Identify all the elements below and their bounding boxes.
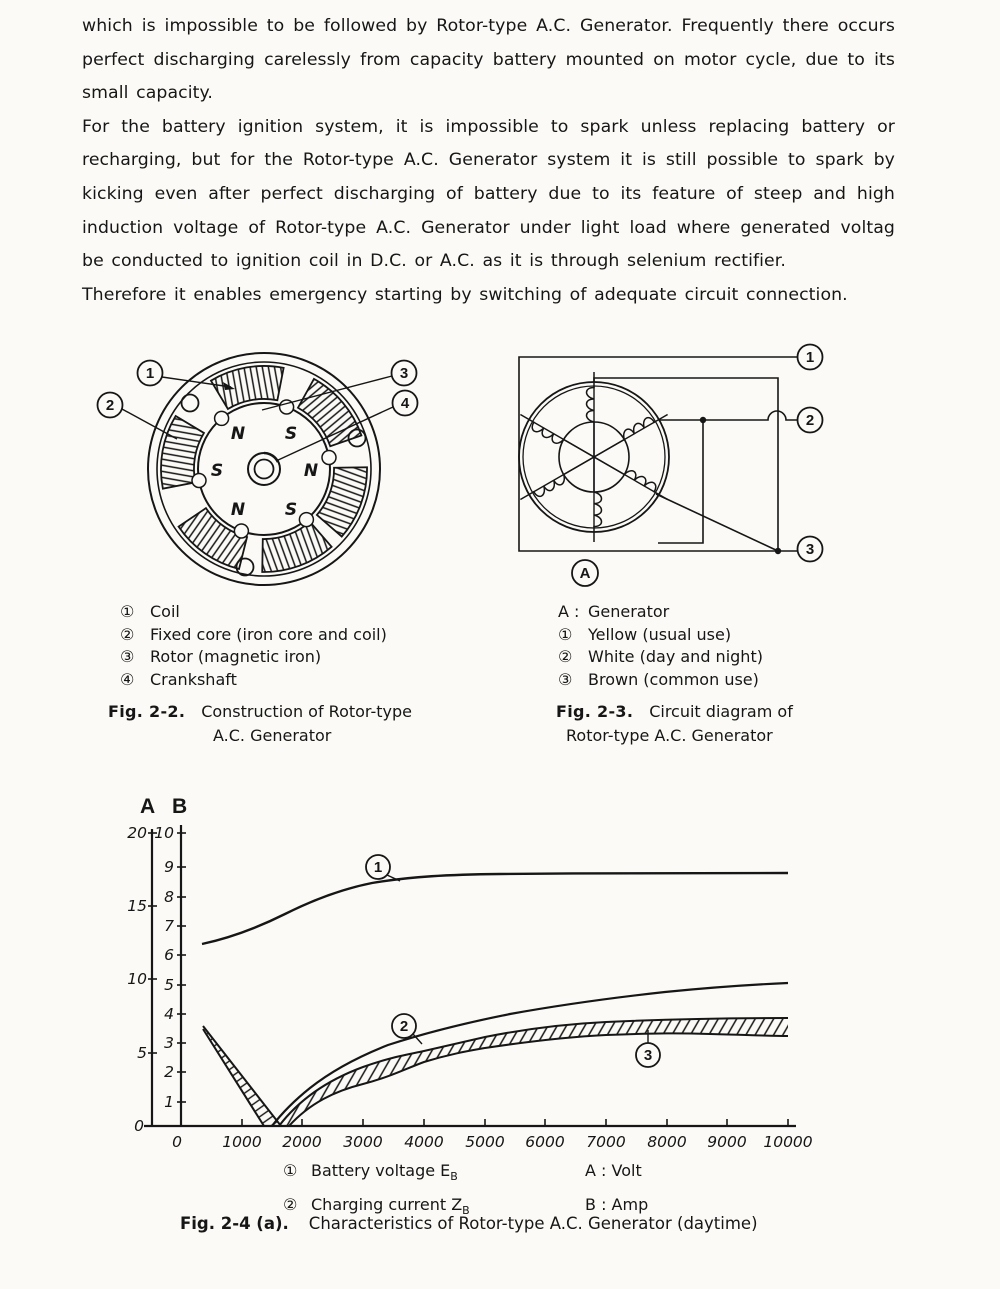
paragraph-2: For the battery ignition system, it is impossible to spark unless replacing battery or recharging, but for the Rotor-type A.C. Generator system it is still possible to spark by kicking even after perfect discharging of battery due to its feature of steep and high induction voltage of Rotor-type A.C. Generator under light load where generated voltag be conducted to ignition coil in D.C. or A.C. as it is through selenium rectifier. (82, 116, 895, 272)
b-tick-label: 7 (164, 917, 174, 935)
caption-text: Characteristics of Rotor-type A.C. Generator (daytime) (308, 1214, 758, 1233)
item-number: ① (558, 624, 573, 644)
legend-item (120, 601, 387, 624)
axis-a-title: A (140, 795, 156, 818)
chart-legend-item (283, 1157, 803, 1191)
legend-item (120, 669, 387, 692)
fig-number: Fig. 2-4 (a). (180, 1214, 289, 1233)
x-tick-label: 3000 (343, 1133, 383, 1151)
junction-dot (700, 417, 706, 423)
charging-current-wedge (203, 1026, 281, 1126)
callout-2: 2 (105, 397, 115, 414)
fig-2-3-caption-line2: Rotor-type A.C. Generator (566, 726, 773, 745)
fig-2-4a-chart (120, 783, 820, 1161)
item-number: ② (120, 624, 135, 644)
item-text: Rotor (magnetic iron) (150, 647, 322, 667)
a-tick-label: 20 (127, 824, 147, 842)
mount-hole (182, 395, 199, 412)
b-tick-label: 2 (164, 1063, 174, 1081)
fig-2-4a-caption (180, 1214, 758, 1233)
legend-item (558, 669, 763, 692)
generator-symbol (517, 372, 672, 542)
curve-battery-voltage (202, 873, 788, 944)
a-tick-label: 15 (127, 897, 147, 915)
legend-item (558, 646, 763, 669)
curve-label-3 (636, 1030, 660, 1067)
pole-letter: N (303, 461, 319, 481)
legend-item (120, 624, 387, 647)
hatched-band (279, 1018, 788, 1126)
item-text: Battery voltage $E_B$ (311, 1161, 458, 1184)
b-tick-label: 6 (164, 946, 174, 964)
zero-label: 0 (134, 1117, 144, 1135)
item-number: ③ (558, 669, 573, 689)
fig-number: Fig. 2-2. (108, 702, 186, 721)
junction-dot (775, 548, 781, 554)
item-text: Brown (common use) (588, 669, 759, 689)
b-tick-label: 10 (154, 824, 174, 842)
callout-3: 3 (399, 365, 409, 382)
fig-2-3-legend (558, 601, 763, 691)
x-tick-label: 1000 (222, 1133, 262, 1151)
a-tick-label: 5 (137, 1044, 147, 1062)
item-text: Charging current $Z_B$ (311, 1195, 470, 1218)
item-number: A : (558, 602, 580, 621)
item-text: Crankshaft (150, 669, 237, 689)
crankshaft-center (248, 453, 280, 485)
item-number: ② (283, 1195, 298, 1215)
item-text: Coil (150, 602, 180, 621)
fig-2-3-circuit-diagram (500, 344, 840, 596)
legend-item (558, 601, 763, 624)
fig-2-2-construction-diagram (85, 342, 445, 598)
x-tick-label: 5000 (465, 1133, 505, 1151)
terminal-1: 1 (805, 349, 815, 366)
paragraph-3: Therefore it enables emergency starting by switching of adequate circuit connection. (82, 284, 848, 305)
x-tick-label: 10000 (763, 1133, 813, 1151)
paragraph-1: which is impossible to be followed by Rotor-type A.C. Generator. Frequently there occurs perfect discharging carelessly from capacity battery mounted on motor cycle, due to its small capacity. (82, 16, 895, 104)
pole-letter: N (230, 424, 246, 444)
x-tick-label: 0 (172, 1133, 182, 1151)
fig-2-2-caption (108, 700, 412, 724)
caption-text: Construction of Rotor-type (201, 702, 412, 721)
x-tick-label: 6000 (525, 1133, 565, 1151)
fig-2-2-legend (120, 601, 387, 691)
svg-text:2: 2 (399, 1018, 409, 1035)
b-tick-label: 9 (164, 858, 174, 876)
fig-number: Fig. 2-3. (556, 702, 634, 721)
item-text: Generator (588, 602, 670, 621)
circuit-wires (519, 357, 797, 551)
svg-text:1: 1 (373, 859, 383, 876)
pole-letter: S (284, 500, 298, 520)
legend-item (120, 646, 387, 669)
item-number: ③ (120, 647, 135, 667)
item-number: ① (283, 1161, 298, 1180)
axis-unit: A : Volt (585, 1161, 642, 1180)
item-text: Yellow (usual use) (588, 624, 732, 644)
pole-letter: S (210, 461, 224, 481)
body-text (82, 10, 895, 312)
item-number: ② (558, 647, 573, 667)
b-tick-label: 8 (164, 888, 174, 906)
b-tick-label: 1 (164, 1093, 174, 1111)
x-tick-label: 4000 (404, 1133, 444, 1151)
curve-label-1 (366, 855, 400, 881)
x-tick-label: 7000 (586, 1133, 626, 1151)
x-tick-label: 8000 (647, 1133, 687, 1151)
axis-unit: B : Amp (585, 1195, 649, 1215)
item-number: ④ (120, 669, 135, 689)
legend-item (558, 624, 763, 647)
callout-1: 1 (145, 365, 155, 382)
item-text: White (day and night) (588, 647, 763, 667)
a-tick-label: 10 (127, 970, 147, 988)
curve-charging-current (272, 983, 788, 1126)
generator-label: A (579, 565, 591, 582)
pole-letter: S (284, 424, 298, 444)
b-tick-label: 5 (164, 976, 174, 994)
b-tick-label: 4 (164, 1005, 174, 1023)
terminal-2: 2 (805, 412, 815, 429)
svg-text:3: 3 (643, 1047, 653, 1064)
fig-2-2-caption-line2: A.C. Generator (213, 726, 332, 745)
caption-text: Circuit diagram of (649, 702, 793, 721)
x-tick-label: 9000 (707, 1133, 747, 1151)
b-tick-label: 3 (164, 1034, 174, 1052)
fig-2-3-caption (556, 700, 793, 724)
item-text: Fixed core (iron core and coil) (150, 624, 387, 644)
item-number: ① (120, 602, 135, 621)
callout-4: 4 (400, 395, 410, 412)
pole-letter: N (230, 500, 246, 520)
x-tick-label: 2000 (282, 1133, 322, 1151)
axis-b-title: B (172, 795, 188, 818)
terminal-3: 3 (805, 541, 815, 558)
